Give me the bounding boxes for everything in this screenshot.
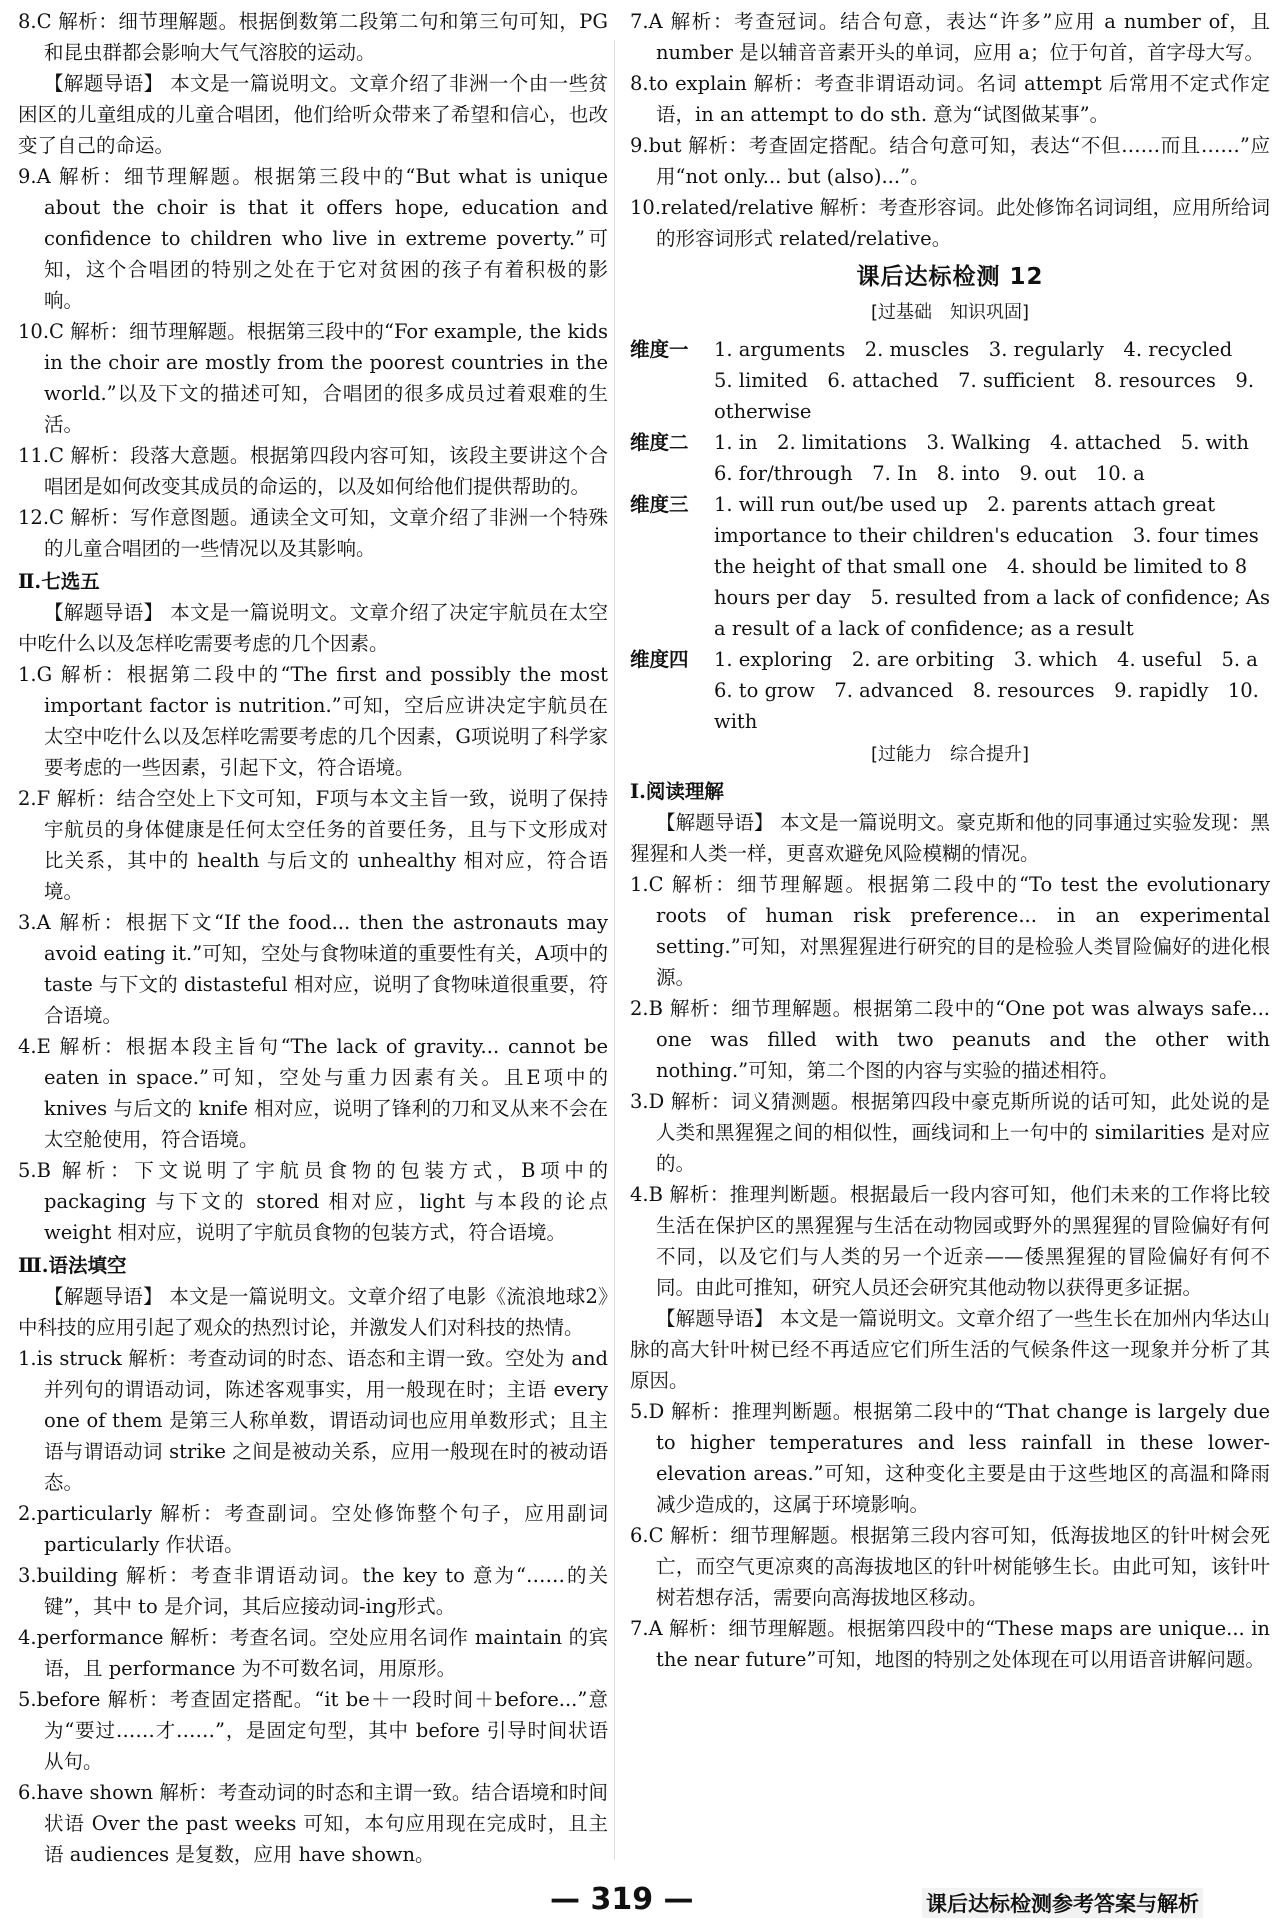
left-column (18, 6, 608, 1870)
dimension-label: 维度二 (630, 431, 689, 454)
section-title: 课后达标检测 12 (856, 264, 1044, 290)
answer-item: 6.C 解析：细节理解题。根据第三段内容可知，低海拔地区的针叶树会死亡，而空气更凉爽的高海拔地区的针叶树能够生长。由此可知，该针叶树若想存活，需要向高海拔地区移动。 (630, 1524, 1270, 1609)
answer-item: 6.have shown 解析：考查动词的时态和主谓一致。结合语境和时间状语 Over the past weeks 可知，本句应用现在完成时，且主语 audiences 是复数，应用 have shown。 (18, 1781, 608, 1866)
answer-item: 4.performance 解析：考查名词。空处应用名词作 maintain 的宾语，且 performance 为不可数名词，用原形。 (18, 1626, 608, 1680)
answer-item: 3.A 解析：根据下文“If the food... then the astronauts may avoid eating it.”可知，空处与食物味道的重要性有关，A项中的 taste 与下文的 distasteful 相对应，说明了食物味道很重要，符合语境。 (18, 911, 608, 1027)
answer-item: 3.D 解析：词义猜测题。根据第四段中豪克斯所说的话可知，此处说的是人类和黑猩猩之间的相似性，画线词和上一句中的 similarities 是对应的。 (630, 1090, 1270, 1175)
answer-item: 5.before 解析：考查固定搭配。“it be＋一段时间＋before...”意为“要过……才……”，是固定句型，其中 before 引导时间状语从句。 (18, 1688, 608, 1773)
answer-item: 1.is struck 解析：考查动词的时态、语态和主谓一致。空处为 and 并列句的谓语动词，陈述客观事实，用一般现在时；主语 every one of them 是第三人称单数，谓语动词也应用单数形式；且主语与谓语动词 strike 之间是被动关系，应用一般现在时的被动语态。 (18, 1347, 608, 1494)
answer-item: 3.building 解析：考查非谓语动词。the key to 意为“……的关键”，其中 to 是介词，其后应接动词-ing形式。 (18, 1564, 608, 1618)
answer-item: 2.F 解析：结合空处上下文可知，F项与本文主旨一致，说明了保持宇航员的身体健康是任何太空任务的首要任务，且与下文形成对比关系，其中的 health 与后文的 unhealthy 相对应，符合语境。 (18, 787, 608, 903)
answer-item: 5.B 解析：下文说明了宇航员食物的包装方式，B项中的 packaging 与下文的 stored 相对应，light 与本段的论点 weight 相对应，说明了宇航员食物的包装方式，符合语境。 (18, 1159, 608, 1244)
dimension-answers: 1. arguments 2. muscles 3. regularly 4. recycled 5. limited 6. attached 7. sufficient 8. resources 9. otherwise (714, 338, 1255, 423)
section-heading: Ⅱ.七选五 (18, 570, 100, 593)
answer-item: 7.A 解析：考查冠词。结合句意，表达“许多”应用 a number of，且 number 是以辅音音素开头的单词，应用 a；位于句首，首字母大写。 (630, 10, 1270, 64)
reading-guide: 【解题导语】 本文是一篇说明文。文章介绍了非洲一个由一些贫困区的儿童组成的儿童合唱团，他们给听众带来了希望和信心，也改变了自己的命运。 (18, 72, 608, 157)
answer-dimension (630, 427, 1270, 489)
answer-dimension (630, 334, 1270, 427)
answer-item: 1.G 解析：根据第二段中的“The first and possibly the most important factor is nutrition.”可知，空后应讲决定宇航员在太空中吃什么以及怎样吃需要考虑的几个因素，G项说明了科学家要考虑的一些因素，引起下文，符合语境。 (18, 663, 608, 779)
dimension-answers: 1. will run out/be used up 2. parents attach great importance to their children's education 3. four times the height of that small one 4. should be limited to 8 hours per day 5. resulted from a lack of confidence; As a result of a lack of confidence; as a result (714, 493, 1270, 640)
page-number: — 319 — (550, 1882, 694, 1917)
answer-item: 10.C 解析：细节理解题。根据第三段中的“For example, the kids in the choir are mostly from the poorest countries in the world.”以及下文的描述可知，合唱团的很多成员过着艰难的生活。 (18, 320, 608, 436)
dimension-answers: 1. in 2. limitations 3. Walking 4. attached 5. with 6. for/through 7. In 8. into 9. out 10. a (714, 431, 1269, 485)
reading-guide: 【解题导语】 本文是一篇说明文。豪克斯和他的同事通过实验发现：黑猩猩和人类一样，更喜欢避免风险模糊的情况。 (630, 811, 1270, 865)
dimension-label: 维度四 (630, 648, 689, 671)
answer-item: 4.B 解析：推理判断题。根据最后一段内容可知，他们未来的工作将比较生活在保护区的黑猩猩与生活在动物园或野外的黑猩猩的冒险偏好有何不同，以及它们与人类的另一个近亲——倭黑猩猩的冒险偏好有何不同。由此可推知，研究人员还会研究其他动物以获得更多证据。 (630, 1183, 1270, 1299)
answer-dimension (630, 644, 1278, 737)
answer-item: 7.A 解析：细节理解题。根据第四段中的“These maps are unique... in the near future”可知，地图的特别之处体现在可以用语音讲解问题。 (630, 1617, 1270, 1671)
answer-item: 1.C 解析：细节理解题。根据第二段中的“To test the evolutionary roots of human risk preference... in an experimental setting.”可知，对黑猩猩进行研究的目的是检验人类冒险偏好的进化根源。 (630, 873, 1270, 989)
reading-guide: 【解题导语】 本文是一篇说明文。文章介绍了决定宇航员在太空中吃什么以及怎样吃需要考虑的几个因素。 (18, 601, 608, 655)
column-divider (614, 40, 615, 1860)
running-footer: 课后达标检测参考答案与解析 (922, 1888, 1203, 1918)
answer-item: 4.E 解析：根据本段主旨句“The lack of gravity... cannot be eaten in space.”可知，空处与重力因素有关。且E项中的 knives 与后文的 knife 相对应，说明了锋利的刀和叉从来不会在太空舱使用，符合语境。 (18, 1035, 608, 1151)
answer-item: 2.particularly 解析：考查副词。空处修饰整个句子，应用副词 particularly 作状语。 (18, 1502, 608, 1556)
answer-dimension (630, 489, 1270, 644)
answer-item: 8.C 解析：细节理解题。根据倒数第二段第二句和第三句可知，PG和昆虫群都会影响大气气溶胶的运动。 (18, 10, 608, 64)
dimension-label: 维度一 (630, 338, 689, 361)
section-heading: Ⅲ.语法填空 (18, 1254, 127, 1277)
subsection-label: [过能力 综合提升] (870, 744, 1030, 765)
subsection-label: [过基础 知识巩固] (870, 302, 1030, 323)
reading-guide: 【解题导语】 本文是一篇说明文。文章介绍了一些生长在加州内华达山脉的高大针叶树已经不再适应它们所生活的气候条件这一现象并分析了其原因。 (630, 1307, 1270, 1392)
section-heading: Ⅰ.阅读理解 (630, 780, 724, 803)
answer-item: 2.B 解析：细节理解题。根据第二段中的“One pot was always safe... one was filled with two peanuts and the other with nothing.”可知，第二个图的内容与实验的描述相符。 (630, 997, 1270, 1082)
answer-item: 5.D 解析：推理判断题。根据第二段中的“That change is largely due to higher temperatures and less rainfall in these lower-elevation areas.”可知，这种变化主要是由于这些地区的高温和降雨减少造成的，这属于环境影响。 (630, 1400, 1270, 1516)
reading-guide: 【解题导语】 本文是一篇说明文。文章介绍了电影《流浪地球2》中科技的应用引起了观众的热烈讨论，并激发人们对科技的热情。 (18, 1285, 608, 1339)
answer-item: 11.C 解析：段落大意题。根据第四段内容可知，该段主要讲这个合唱团是如何改变其成员的命运的，以及如何给他们提供帮助的。 (18, 444, 608, 498)
answer-item: 10.related/relative 解析：考查形容词。此处修饰名词词组，应用所给词的形容词形式 related/relative。 (630, 196, 1270, 250)
answer-item: 8.to explain 解析：考查非谓语动词。名词 attempt 后常用不定式作定语，in an attempt to do sth. 意为“试图做某事”。 (630, 72, 1270, 126)
answer-item: 12.C 解析：写作意图题。通读全文可知，文章介绍了非洲一个特殊的儿童合唱团的一些情况以及其影响。 (18, 506, 608, 560)
dimension-answers: 1. exploring 2. are orbiting 3. which 4. useful 5. a 6. to grow 7. advanced 8. resources 9. rapidly 10. with (714, 648, 1278, 733)
dimension-label: 维度三 (630, 493, 689, 516)
right-column (630, 6, 1278, 1675)
answer-item: 9.A 解析：细节理解题。根据第三段中的“But what is unique about the choir is that it offers hope, education and confidence to children who live in extreme poverty.”可知，这个合唱团的特别之处在于它对贫困的孩子有着积极的影响。 (18, 165, 608, 312)
answer-item: 9.but 解析：考查固定搭配。结合句意可知，表达“不但……而且……”应用“not only... but (also)...”。 (630, 134, 1270, 188)
